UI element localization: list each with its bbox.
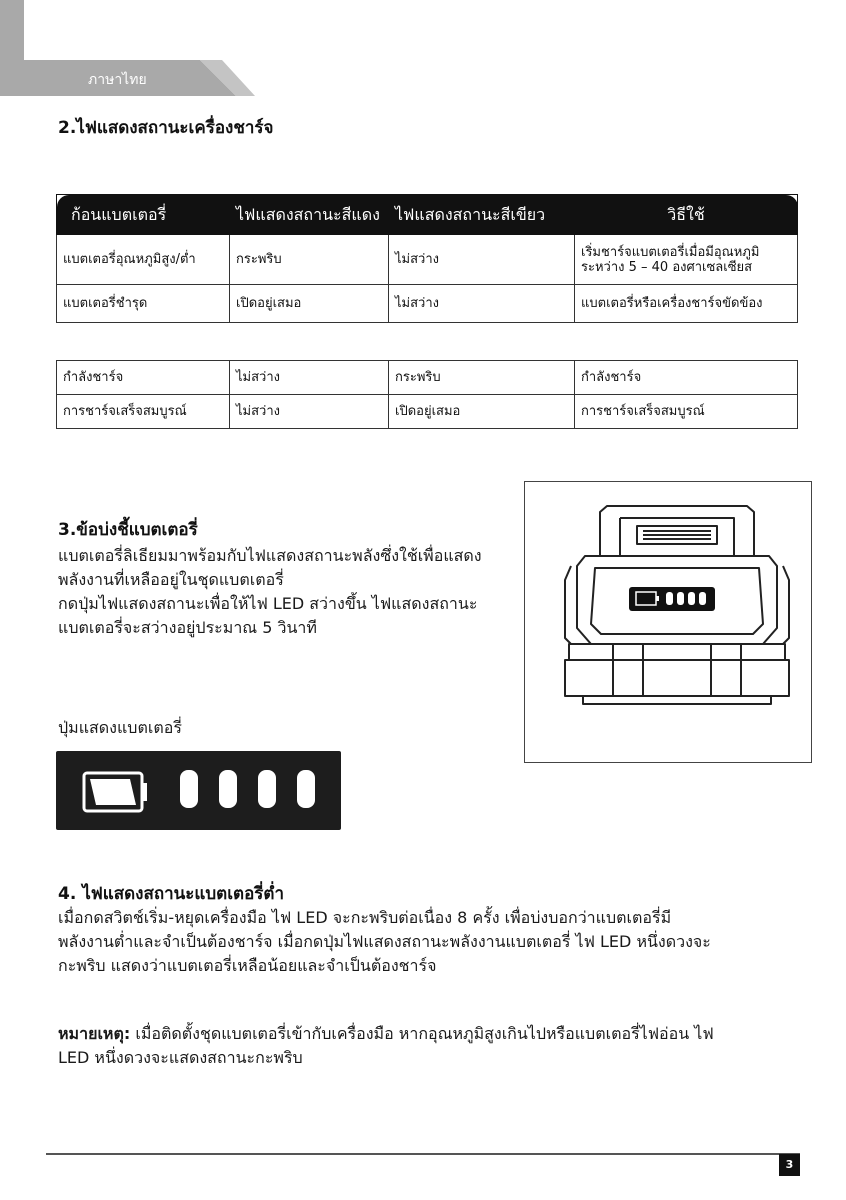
table-row — [57, 395, 798, 429]
table-cell: แบตเตอรี่ชำรุด — [57, 285, 230, 323]
led-indicator — [219, 770, 237, 808]
table-cell: ไม่สว่าง — [389, 235, 575, 285]
table-cell: กระพริบ — [389, 361, 575, 395]
body-line: กดปุ่มไฟแสดงสถานะเพื่อให้ไฟ LED สว่างขึ้น ไฟแสดงสถานะ — [58, 594, 478, 613]
led-indicator — [180, 770, 198, 808]
section3-title: 3.ข้อบ่งชี้แบตเตอรี่ — [58, 520, 198, 540]
note-block — [58, 1022, 818, 1070]
table-row — [57, 285, 798, 323]
header-red-light: ไฟแสดงสถานะสีแดง — [230, 195, 389, 235]
table-cell: แบตเตอรี่อุณหภูมิสูง/ต่ำ — [57, 235, 230, 285]
page-number: 3 — [779, 1154, 800, 1176]
led-indicators — [180, 770, 315, 808]
table-cell: แบตเตอรี่หรือเครื่องชาร์จขัดข้อง — [575, 285, 798, 323]
table-cell: การชาร์จเสร็จสมบูรณ์ — [575, 395, 798, 429]
battery-button-label: ปุ่มแสดงแบตเตอรี่ — [58, 718, 182, 737]
table-cell: ไม่สว่าง — [230, 361, 389, 395]
status-table-2 — [56, 360, 798, 429]
section2-title: 2.ไฟแสดงสถานะเครื่องชาร์จ — [58, 118, 274, 138]
body-line: แบตเตอรี่ลิเธียมมาพร้อมกับไฟแสดงสถานะพลังซึ่งใช้เพื่อแสดง — [58, 546, 482, 565]
battery-icon — [84, 773, 147, 811]
status-table-1 — [56, 194, 798, 323]
table-cell: กำลังชาร์จ — [57, 361, 230, 395]
body-line: เมื่อกดสวิตช์เริ่ม-หยุดเครื่องมือ ไฟ LED จะกะพริบต่อเนื่อง 8 ครั้ง เพื่อบ่งบอกว่าแบตเตอรี่มี — [58, 908, 672, 927]
battery-pack-icon — [525, 482, 813, 764]
table-header-row — [57, 195, 798, 235]
table-cell: เปิดอยู่เสมอ — [389, 395, 575, 429]
battery-indicator-panel — [56, 751, 341, 830]
table-cell: ไม่สว่าง — [230, 395, 389, 429]
table-cell: กระพริบ — [230, 235, 389, 285]
led-indicator — [258, 770, 276, 808]
table-row — [57, 361, 798, 395]
battery-indicator-graphic — [56, 751, 341, 830]
battery-device-illustration — [524, 481, 812, 763]
body-line: พลังงานต่ำและจำเป็นต้องชาร์จ เมื่อกดปุ่มไฟแสดงสถานะพลังงานแบตเตอรี่ ไฟ LED หนึ่งดวงจะ — [58, 932, 711, 951]
note-label: หมายเหตุ: — [58, 1024, 131, 1043]
table-cell: เริ่มชาร์จแบตเตอรี่เมื่อมีอุณหภูมิ ระหว่าง 5 – 40 องศาเซลเซียส — [575, 235, 798, 285]
table-cell: เปิดอยู่เสมอ — [230, 285, 389, 323]
table-cell: ไม่สว่าง — [389, 285, 575, 323]
header-usage: วิธีใช้ — [575, 195, 798, 235]
led-indicator — [297, 770, 315, 808]
section3-body — [58, 544, 518, 640]
footer-divider — [46, 1153, 800, 1155]
note-text: เมื่อติดตั้งชุดแบตเตอรี่เข้ากับเครื่องมือ หากอุณหภูมิสูงเกินไปหรือแบตเตอรี่ไฟอ่อน ไฟ — [130, 1024, 714, 1043]
header-battery: ก้อนแบตเตอรี่ — [57, 195, 230, 235]
note-text-cont: LED หนึ่งดวงจะแสดงสถานะกะพริบ — [58, 1048, 303, 1067]
language-label: ภาษาไทย — [88, 72, 147, 88]
table-cell: กำลังชาร์จ — [575, 361, 798, 395]
header-green-light: ไฟแสดงสถานะสีเขียว — [389, 195, 575, 235]
body-line: กะพริบ แสดงว่าแบตเตอรี่เหลือน้อยและจำเป็นต้องชาร์จ — [58, 956, 437, 975]
table-cell: การชาร์จเสร็จสมบูรณ์ — [57, 395, 230, 429]
body-line: แบตเตอรี่จะสว่างอยู่ประมาณ 5 วินาที — [58, 618, 317, 637]
section4-title: 4. ไฟแสดงสถานะแบตเตอรี่ต่ำ — [58, 884, 284, 904]
section4-body — [58, 906, 818, 978]
body-line: พลังงานที่เหลืออยู่ในชุดแบตเตอรี่ — [58, 570, 284, 589]
table-row — [57, 235, 798, 285]
